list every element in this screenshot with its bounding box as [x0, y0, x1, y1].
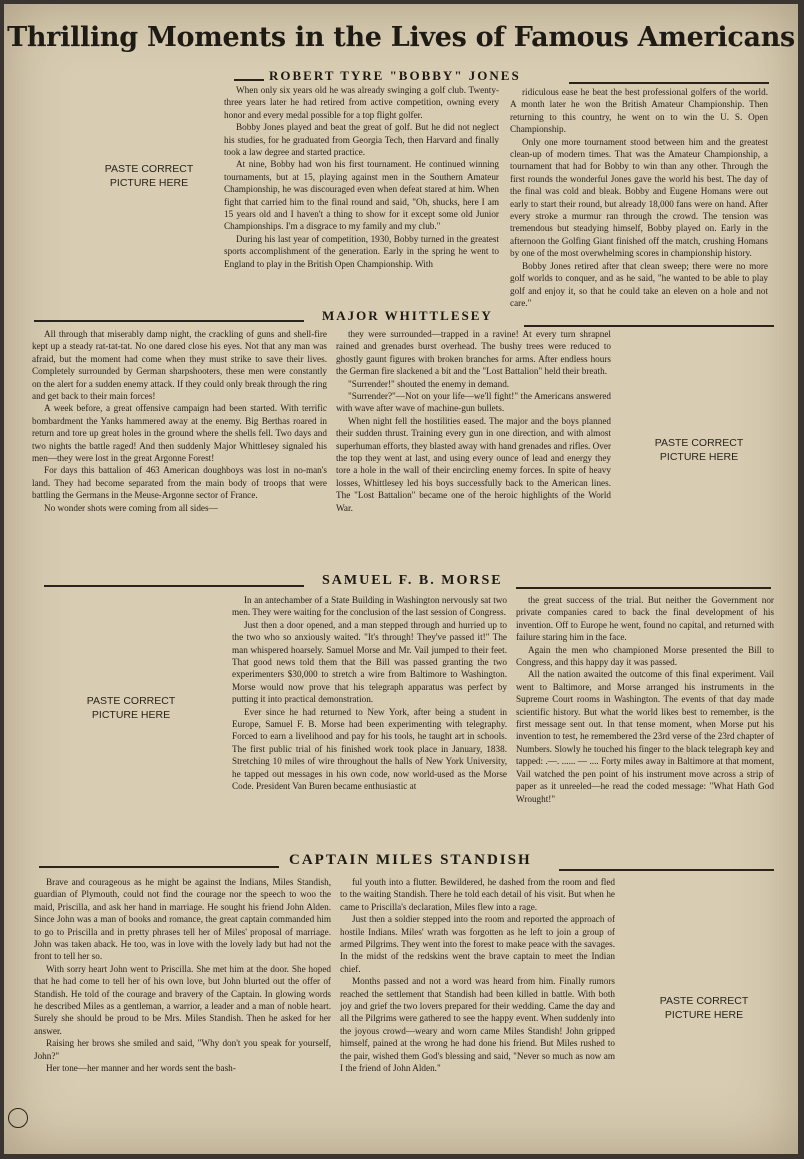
section-rule [524, 325, 774, 327]
picture-placeholder: PASTE CORRECT PICTURE HERE [659, 995, 749, 1021]
picture-placeholder: PASTE CORRECT PICTURE HERE [104, 163, 194, 189]
paragraph: Her tone—her manner and her words sent the bash- [46, 1063, 236, 1074]
picture-placeholder: PASTE CORRECT PICTURE HERE [86, 695, 176, 721]
paragraph: All the nation awaited the outcome of this final experiment. Vail went to Baltimore, and Morse arranged his instruments in the Supreme Court rooms in Washington. The events of that day made scientific history. But what the world likes best to remember, is the first message sent out. In that tense moment, when Morse put his invention to test, he remembered the 23rd verse of the 23rd chapter of Numbers. Slowly he touched his finger to the black telegraph key and tapped: .—. ...... — .... Forty miles away in Baltimore at that moment, Vail watched the pen point of his instrument move across a strip of paper as it unreeled—he read the coded message: "What Hath God Wrought!" [516, 669, 774, 804]
section-heading-jones: ROBERT TYRE "BOBBY" JONES [269, 68, 521, 83]
section-rule [39, 866, 279, 868]
paragraph: During his last year of competition, 1930, Bobby turned in the greatest sports accomplishment of the generation. Early in the spring he went to England to play in the British Open Championship. With [224, 233, 499, 269]
page-title: Thrilling Moments in the Lives of Famous Americans [7, 22, 795, 53]
paragraph: All through that miserably damp night, the crackling of guns and shell-fire kept up a steady rat-tat-tat. No one dared close his eyes. Not that any man was afraid, but the moment had come when they must strike to save their lives. Completely surrounded by German sharpshooters, these men were constantly on the alert for a sudden enemy attack. If they could only break through the ring and get back to their main forces! [32, 329, 327, 402]
article-column [34, 876, 331, 1148]
section-heading-whittlesey: MAJOR WHITTLESEY [322, 308, 493, 323]
paragraph: Just then a soldier stepped into the room and reported the approach of hostile Indians. Miles' wrath was forgotten as he left to join a group of armed Pilgrims. They went into the forest to make peace with the savages. In the midst of the redskins went the brave captain to meet the Indian chief. [340, 914, 615, 974]
section-heading-standish: CAPTAIN MILES STANDISH [289, 852, 532, 868]
picture-placeholder: PASTE CORRECT PICTURE HERE [654, 437, 744, 463]
paragraph: "Surrender!" shouted the enemy in demand. [348, 378, 510, 389]
corner-emblem-icon [8, 1108, 28, 1128]
article-column [224, 84, 499, 299]
section-rule [559, 869, 774, 871]
section-rule [569, 82, 769, 84]
section-rule [34, 320, 304, 322]
paragraph: Brave and courageous as he might be against the Indians, Miles Standish, guardian of Plymouth, could not find the courage nor the speech to woo the maid, Priscilla, and ask her hand in marriage. He sought his friend John Alden. Since John was a man of books and romance, the great captain commanded him to go to Priscilla and in pretty phrases tell her of Miles' proposal of marriage. John was taken aback. He too, was in love with the lovely lady but had not the front to tell her so. [34, 877, 331, 962]
section-rule [44, 585, 304, 587]
paragraph: Ever since he had returned to New York, after being a student in Europe, Samuel F. B. Morse had been experimenting with telegraphy. Forced to earn a livelihood and pay for his tools, he taught art in schools. The first public trial of his finished work took place in January, 1838. Stretching 10 miles of wire throughout the halls of New York University, he tapped out messages in his own code, now world-used as the Morse Code. President Van Buren became enthusiastic at [232, 706, 507, 792]
paragraph: they were surrounded—trapped in a ravine! At every turn shrapnel rained and grenades burst overhead. The bushy trees were reduced to ghostly gaunt figures with broken branches for arms. After endless hours the German fire slackened a bit and the "Lost Battalion" held their breath. [336, 329, 611, 377]
paragraph: Bobby Jones played and beat the great of golf. But he did not neglect his studies, for he graduated from Georgia Tech, then Harvard and finally took a law degree and started practice. [224, 122, 499, 158]
article-column [340, 876, 615, 1148]
paragraph: Raising her brows she smiled and said, "Why don't you speak for yourself, John?" [34, 1038, 331, 1061]
paragraph: ridiculous ease he beat the best professional golfers of the world. A month later he won the British Amateur Championship. Then returning to this country, he went on to win the U. S. Open Championship. [510, 87, 768, 135]
article-column [232, 594, 507, 839]
section-heading-morse: SAMUEL F. B. MORSE [322, 573, 503, 588]
paragraph: When only six years old he was already swinging a golf club. Twenty-three years later he had retired from active competition, owning every honor and every medal possible for a top flight golfer. [224, 85, 499, 120]
paragraph: Bobby Jones retired after that clean sweep; there were no more golf worlds to conquer, and as he said, "he wanted to be able to play golf and enjoy it, so that he could take an eleven on a hole and not care." [510, 260, 768, 308]
paragraph: When night fell the hostilities eased. The major and the boys planned their sudden thrust. Training every gun in one direction, and with almost superhuman efforts, they blasted away with hand grenades and rifles. Over the top they went at last, and using every ounce of lead and energy they tore a hole in the wall of their encircling enemy forces. In spite of heavy losses, Whittlesey led his boys successfully back to the American lines. The "Lost Battalion" became one of the heroic highlights of the World War. [336, 415, 611, 513]
scrapbook-page [4, 4, 798, 1154]
paragraph: For days this battalion of 463 American doughboys was lost in no-man's land. They had become separated from the main body of troops that were battling the Germans in the Meuse-Argonne sector of France. [32, 465, 327, 501]
paragraph: Months passed and not a word was heard from him. Finally rumors reached the settlement that Standish had been killed in battle. With both joy and grief the two lovers prepared for their wedding. Came the day and all the Pilgrims were gathered to see the happy event. When suddenly into the joyous crowd—weary and worn came Miles Standish! John gripped himself, pained at the wrong he had done his friend. But Miles rushed to the pair, wished them God's blessing and said, "Never so much as now am I the friend of John Alden." [340, 976, 615, 1074]
article-column [516, 594, 774, 846]
paragraph: "Surrender?"—Not on your life—we'll fight!" the Americans answered with wave after wave of machine-gun bullets. [336, 391, 611, 414]
paragraph: Just then a door opened, and a man stepped through and hurried up to the two who so anxiously waited. "It's through! They've passed it!" The man whispered hoarsely. Samuel Morse and Mr. Vail jumped to their feet. That good news told them that the Bill was passed granting the two experimenters $30,000 to stretch a wire from Baltimore to Washington. Morse would now prove that his telegraph apparatus was perfect by putting it into practical demonstration. [232, 619, 507, 705]
paragraph: At nine, Bobby had won his first tournament. He continued winning tournaments, but at 15, playing against men in the Southern Amateur Championship, he was discouraged even when defeat stared at him. When fight that carried him to the final round and said, "Oh, shucks, here I am 15 years old and I haven't a thing to show for it except some old Junior Championships. I'm a disgrace to my family and my club." [224, 159, 499, 232]
paragraph: Again the men who championed Morse presented the Bill to Congress, and this happy day it was passed. [516, 644, 774, 668]
section-rule [516, 587, 771, 589]
paragraph: Only one more tournament stood between him and the greatest clean-up of modern times. That was the Amateur Championship, a tournament that had for Bobby to win than any other. Through the first rounds the wonderful Jones gave the world his best. The day of the final was cold and bleak. Bobby and Eugene Homans were out early to start their round, but already 18,000 fans were on hand. After every stroke a murmur ran through the crowd. The tension was tremendous but steadying himself, Bobby played on. Early in the afternoon the Golfing Giant finished off the match, crushing Homans by one of the most overwhelming scores in championship history. [510, 136, 768, 259]
paragraph: No wonder shots were coming from all sides— [44, 502, 218, 513]
paragraph: ful youth into a flutter. Bewildered, he dashed from the room and fled to the waiting Standish. There he told each detail of his visit. But when he came to Priscilla's declaration, Miles flew into a rage. [340, 877, 615, 912]
article-column [32, 328, 327, 553]
section-rule [234, 79, 264, 81]
article-column [510, 86, 768, 308]
paragraph: the great success of the trial. But neither the Government nor private companies cared to back the final development of his invention. Off to Europe he went, found no capital, and returned with failure staring him in the face. [516, 595, 774, 643]
paragraph: A week before, a great offensive campaign had been started. With terrific bombardment the Yanks hammered away at the enemy. Big Berthas roared in return and tore up great holes in the ground where the shells fell. Two days and two nights the battle raged! And then suddenly Major Whittlesey signaled his men—they were lost in the great Argonne Forest! [32, 403, 327, 464]
paragraph: In an antechamber of a State Building in Washington nervously sat two men. They were waiting for the conclusion of the last session of Congress. [232, 595, 507, 618]
article-column [336, 328, 611, 556]
paragraph: With sorry heart John went to Priscilla. She met him at the door. She hoped that he had come to tell her of his own love, but John blurted out the offer of Standish. He told of the courage and bravery of the Captain. In glowing words he described Miles as a gentleman, a warrior, a leader and a man of noble heart. Surely she should be proud to be Mrs. Miles Standish. Then he asked for her answer. [34, 963, 331, 1036]
